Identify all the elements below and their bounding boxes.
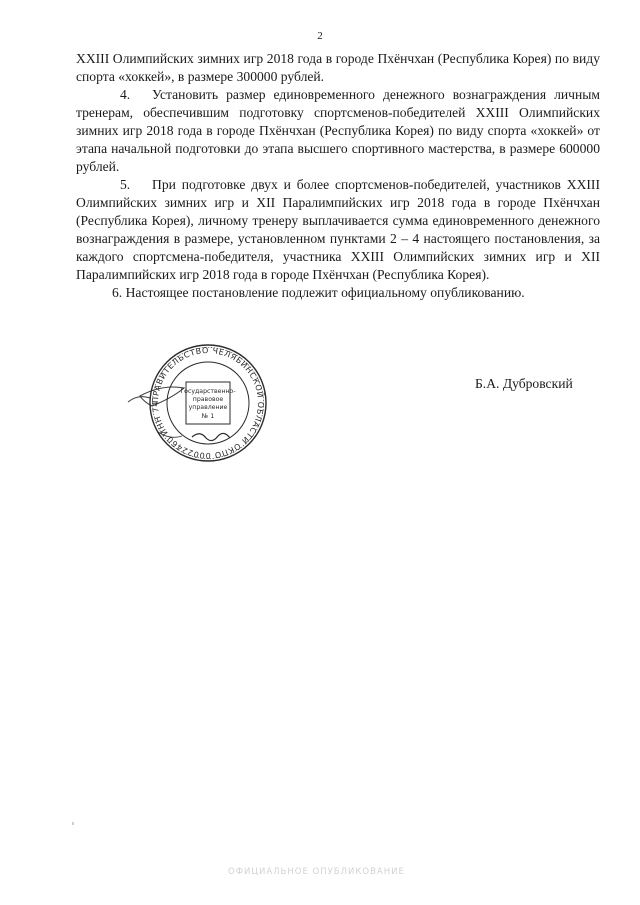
stamp-center-line-4: № 1	[201, 412, 215, 420]
document-body	[76, 50, 600, 302]
paragraph-continuation: XXIII Олимпийских зимних игр 2018 года в городе Пхёнчхан (Республика Корея) по виду спорта «хоккей», в размере 300000 рублей.	[76, 51, 600, 84]
paragraph-item-5	[76, 176, 600, 284]
item-number-4: 4.	[120, 87, 131, 102]
stamp-center-line-2: правовое	[192, 396, 224, 403]
item-number-5: 5.	[120, 177, 131, 192]
paragraph-item-6: 6. Настоящее постановление подлежит официальному опубликованию.	[112, 285, 525, 300]
signatory-name: Б.А. Дубровский	[475, 376, 573, 391]
item-text-4: Установить размер единовременного денежного вознаграждения личным тренерам, обеспечившим подготовку спортсменов-победителей XXIII Олимпийских зимних игр 2018 года в городе Пхёнчхан (Республика Корея) по виду спорта «хоккей» от этапа начальной подготовки до этапа высшего спортивного мастерства, в размере 600000 рублей.	[76, 87, 600, 174]
item-text-5: При подготовке двух и более спортсменов-победителей, участников XXIII Олимпийских зимних игр и XII Паралимпийских игр 2018 года в городе Пхёнчхан (Республика Корея), личному тренеру выплачивается сумма единовременного денежного вознаграждения в размере, установленном пунктами 2 – 4 настоящего постановления, за каждого спортсмена-победителя, участника XXIII Олимпийских зимних игр и XII Паралимпийских игр 2018 года в городе Пхёнчхан (Республика Корея).	[76, 177, 600, 282]
stamp-center-line-3: управление	[188, 404, 228, 411]
stamp-center-line-1: Государственно-	[180, 388, 236, 395]
stamp-seal-graphic	[122, 340, 294, 466]
page-number: 2	[317, 30, 323, 42]
official-stamp	[122, 340, 294, 466]
scan-speck	[72, 822, 74, 825]
stamp-ring-text: ПРАВИТЕЛЬСТВО ЧЕЛЯБИНСКОЙ ОБЛАСТИ ОКПО 00022460 ИНН 74	[150, 345, 266, 461]
footer-watermark: ОФИЦИАЛЬНОЕ ОПУБЛИКОВАНИЕ	[228, 867, 405, 877]
paragraph-item-4	[76, 86, 600, 176]
